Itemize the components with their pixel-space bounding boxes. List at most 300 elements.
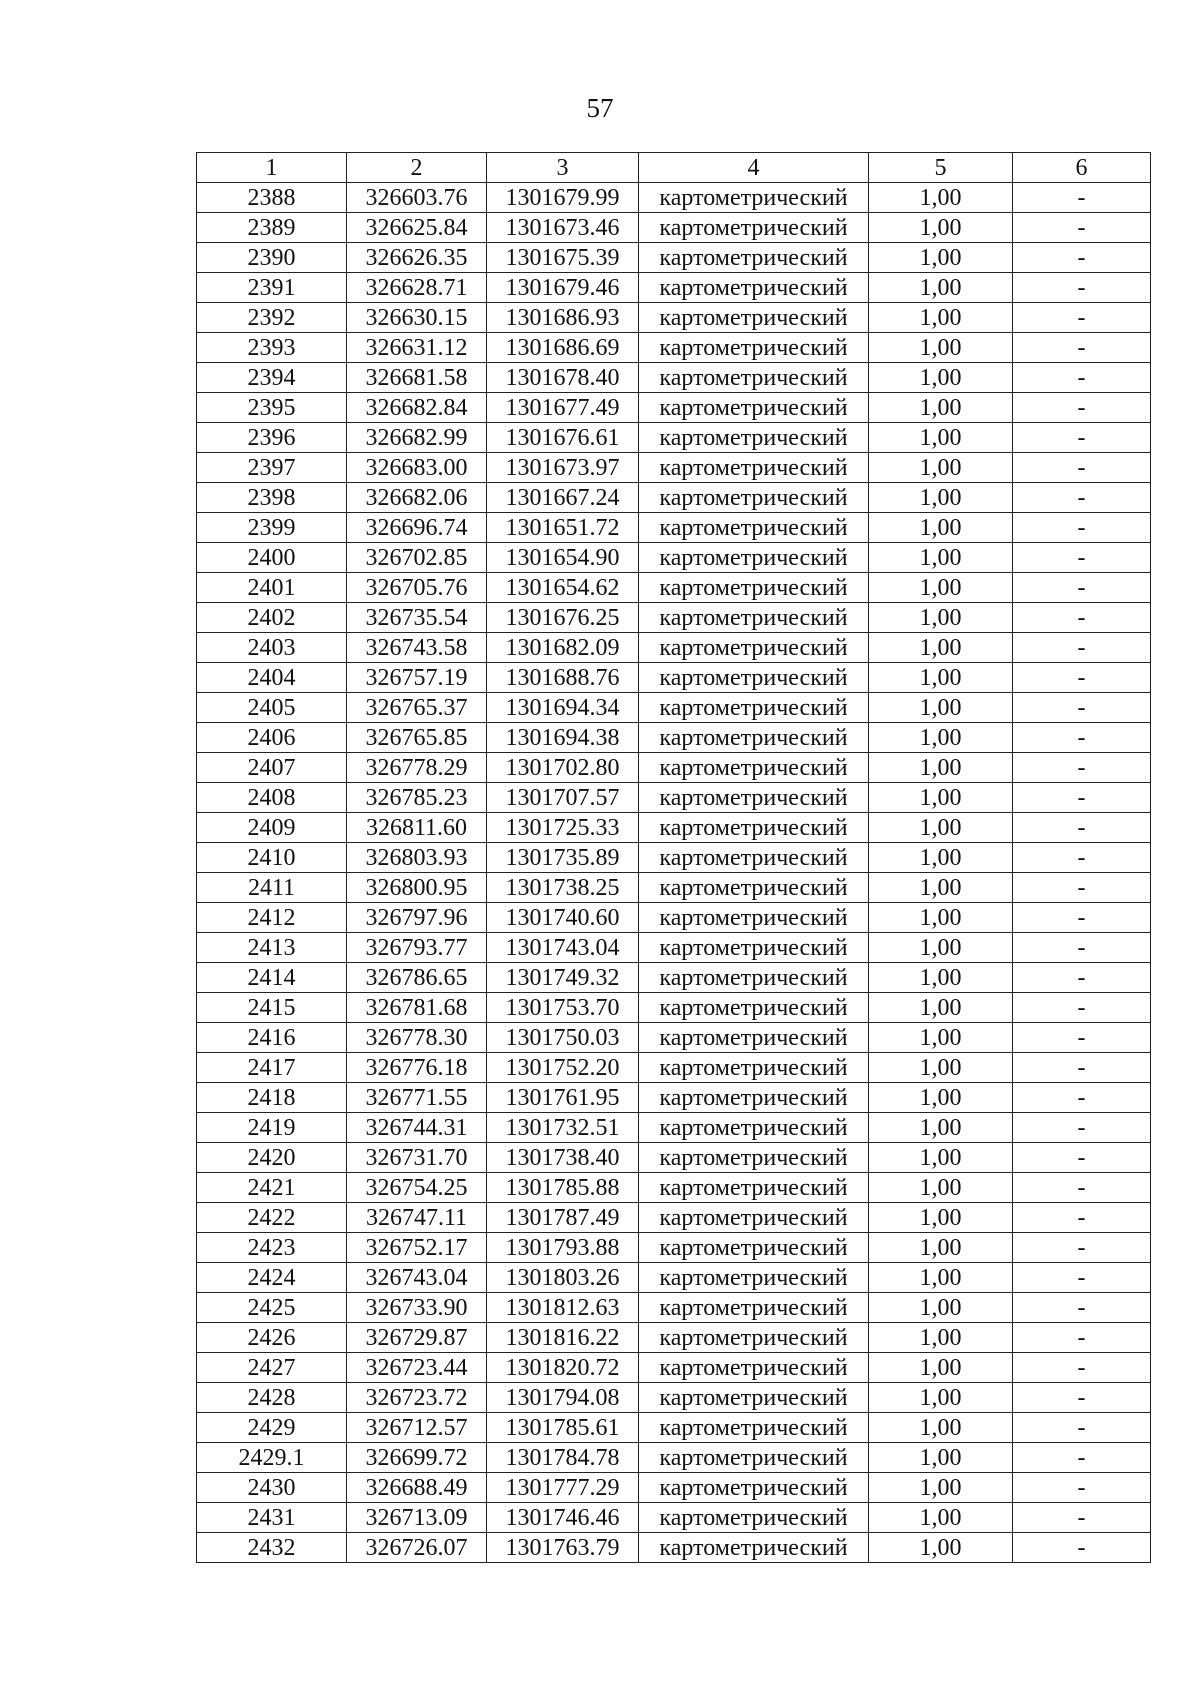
y-coordinate-cell: 1301785.61 (487, 1413, 639, 1443)
point-number-cell: 2415 (197, 993, 347, 1023)
note-cell: - (1013, 483, 1151, 513)
method-cell: картометрический (639, 603, 869, 633)
y-coordinate-cell: 1301784.78 (487, 1443, 639, 1473)
method-cell: картометрический (639, 573, 869, 603)
y-coordinate-cell: 1301738.40 (487, 1143, 639, 1173)
note-cell: - (1013, 813, 1151, 843)
column-header: 2 (347, 153, 487, 183)
y-coordinate-cell: 1301679.99 (487, 183, 639, 213)
y-coordinate-cell: 1301707.57 (487, 783, 639, 813)
note-cell: - (1013, 1353, 1151, 1383)
accuracy-cell: 1,00 (869, 423, 1013, 453)
note-cell: - (1013, 213, 1151, 243)
x-coordinate-cell: 326731.70 (347, 1143, 487, 1173)
point-number-cell: 2389 (197, 213, 347, 243)
x-coordinate-cell: 326793.77 (347, 933, 487, 963)
method-cell: картометрический (639, 1293, 869, 1323)
note-cell: - (1013, 303, 1151, 333)
table-row (197, 393, 1151, 423)
method-cell: картометрический (639, 1143, 869, 1173)
x-coordinate-cell: 326630.15 (347, 303, 487, 333)
note-cell: - (1013, 453, 1151, 483)
point-number-cell: 2413 (197, 933, 347, 963)
point-number-cell: 2423 (197, 1233, 347, 1263)
y-coordinate-cell: 1301785.88 (487, 1173, 639, 1203)
note-cell: - (1013, 933, 1151, 963)
x-coordinate-cell: 326754.25 (347, 1173, 487, 1203)
method-cell: картометрический (639, 543, 869, 573)
point-number-cell: 2410 (197, 843, 347, 873)
table-row (197, 453, 1151, 483)
x-coordinate-cell: 326699.72 (347, 1443, 487, 1473)
point-number-cell: 2416 (197, 1023, 347, 1053)
point-number-cell: 2421 (197, 1173, 347, 1203)
accuracy-cell: 1,00 (869, 1083, 1013, 1113)
accuracy-cell: 1,00 (869, 453, 1013, 483)
table-header (197, 153, 1151, 183)
y-coordinate-cell: 1301676.61 (487, 423, 639, 453)
note-cell: - (1013, 1473, 1151, 1503)
x-coordinate-cell: 326683.00 (347, 453, 487, 483)
y-coordinate-cell: 1301667.24 (487, 483, 639, 513)
method-cell: картометрический (639, 753, 869, 783)
accuracy-cell: 1,00 (869, 483, 1013, 513)
header-row (197, 153, 1151, 183)
note-cell: - (1013, 363, 1151, 393)
accuracy-cell: 1,00 (869, 1443, 1013, 1473)
table-row (197, 1023, 1151, 1053)
accuracy-cell: 1,00 (869, 663, 1013, 693)
note-cell: - (1013, 603, 1151, 633)
table-row (197, 1503, 1151, 1533)
accuracy-cell: 1,00 (869, 213, 1013, 243)
method-cell: картометрический (639, 843, 869, 873)
y-coordinate-cell: 1301803.26 (487, 1263, 639, 1293)
table-row (197, 1383, 1151, 1413)
note-cell: - (1013, 1263, 1151, 1293)
point-number-cell: 2396 (197, 423, 347, 453)
note-cell: - (1013, 1383, 1151, 1413)
table-row (197, 633, 1151, 663)
accuracy-cell: 1,00 (869, 333, 1013, 363)
point-number-cell: 2425 (197, 1293, 347, 1323)
table-row (197, 1473, 1151, 1503)
note-cell: - (1013, 753, 1151, 783)
method-cell: картометрический (639, 333, 869, 363)
accuracy-cell: 1,00 (869, 1233, 1013, 1263)
point-number-cell: 2419 (197, 1113, 347, 1143)
method-cell: картометрический (639, 663, 869, 693)
method-cell: картометрический (639, 1503, 869, 1533)
x-coordinate-cell: 326682.99 (347, 423, 487, 453)
method-cell: картометрический (639, 273, 869, 303)
method-cell: картометрический (639, 1533, 869, 1563)
point-number-cell: 2429.1 (197, 1443, 347, 1473)
accuracy-cell: 1,00 (869, 363, 1013, 393)
point-number-cell: 2424 (197, 1263, 347, 1293)
method-cell: картометрический (639, 1113, 869, 1143)
y-coordinate-cell: 1301651.72 (487, 513, 639, 543)
accuracy-cell: 1,00 (869, 633, 1013, 663)
note-cell: - (1013, 1023, 1151, 1053)
y-coordinate-cell: 1301688.76 (487, 663, 639, 693)
table-row (197, 1353, 1151, 1383)
accuracy-cell: 1,00 (869, 1293, 1013, 1323)
x-coordinate-cell: 326752.17 (347, 1233, 487, 1263)
method-cell: картометрический (639, 1353, 869, 1383)
method-cell: картометрический (639, 783, 869, 813)
accuracy-cell: 1,00 (869, 513, 1013, 543)
point-number-cell: 2401 (197, 573, 347, 603)
x-coordinate-cell: 326729.87 (347, 1323, 487, 1353)
y-coordinate-cell: 1301816.22 (487, 1323, 639, 1353)
accuracy-cell: 1,00 (869, 1323, 1013, 1353)
coordinates-table (196, 152, 1151, 1563)
note-cell: - (1013, 543, 1151, 573)
table-row (197, 693, 1151, 723)
table-row (197, 243, 1151, 273)
point-number-cell: 2428 (197, 1383, 347, 1413)
accuracy-cell: 1,00 (869, 1113, 1013, 1143)
accuracy-cell: 1,00 (869, 243, 1013, 273)
point-number-cell: 2399 (197, 513, 347, 543)
note-cell: - (1013, 663, 1151, 693)
accuracy-cell: 1,00 (869, 1023, 1013, 1053)
method-cell: картометрический (639, 873, 869, 903)
accuracy-cell: 1,00 (869, 1473, 1013, 1503)
method-cell: картометрический (639, 1323, 869, 1353)
note-cell: - (1013, 513, 1151, 543)
table-row (197, 183, 1151, 213)
method-cell: картометрический (639, 1473, 869, 1503)
note-cell: - (1013, 783, 1151, 813)
table-row (197, 363, 1151, 393)
note-cell: - (1013, 963, 1151, 993)
point-number-cell: 2407 (197, 753, 347, 783)
y-coordinate-cell: 1301702.80 (487, 753, 639, 783)
note-cell: - (1013, 873, 1151, 903)
table-row (197, 663, 1151, 693)
x-coordinate-cell: 326744.31 (347, 1113, 487, 1143)
x-coordinate-cell: 326743.58 (347, 633, 487, 663)
point-number-cell: 2394 (197, 363, 347, 393)
x-coordinate-cell: 326735.54 (347, 603, 487, 633)
y-coordinate-cell: 1301787.49 (487, 1203, 639, 1233)
note-cell: - (1013, 1233, 1151, 1263)
point-number-cell: 2398 (197, 483, 347, 513)
method-cell: картометрический (639, 1383, 869, 1413)
accuracy-cell: 1,00 (869, 603, 1013, 633)
point-number-cell: 2391 (197, 273, 347, 303)
note-cell: - (1013, 393, 1151, 423)
x-coordinate-cell: 326688.49 (347, 1473, 487, 1503)
y-coordinate-cell: 1301746.46 (487, 1503, 639, 1533)
table-row (197, 963, 1151, 993)
point-number-cell: 2390 (197, 243, 347, 273)
note-cell: - (1013, 1413, 1151, 1443)
note-cell: - (1013, 1443, 1151, 1473)
accuracy-cell: 1,00 (869, 1353, 1013, 1383)
y-coordinate-cell: 1301820.72 (487, 1353, 639, 1383)
method-cell: картометрический (639, 813, 869, 843)
table-row (197, 1323, 1151, 1353)
x-coordinate-cell: 326702.85 (347, 543, 487, 573)
x-coordinate-cell: 326733.90 (347, 1293, 487, 1323)
table-row (197, 1053, 1151, 1083)
table-row (197, 273, 1151, 303)
point-number-cell: 2397 (197, 453, 347, 483)
method-cell: картометрический (639, 1413, 869, 1443)
accuracy-cell: 1,00 (869, 393, 1013, 423)
x-coordinate-cell: 326747.11 (347, 1203, 487, 1233)
point-number-cell: 2414 (197, 963, 347, 993)
note-cell: - (1013, 843, 1151, 873)
table-row (197, 843, 1151, 873)
table-row (197, 903, 1151, 933)
method-cell: картометрический (639, 423, 869, 453)
method-cell: картометрический (639, 363, 869, 393)
point-number-cell: 2426 (197, 1323, 347, 1353)
method-cell: картометрический (639, 513, 869, 543)
accuracy-cell: 1,00 (869, 1263, 1013, 1293)
table-row (197, 333, 1151, 363)
column-header: 6 (1013, 153, 1151, 183)
point-number-cell: 2395 (197, 393, 347, 423)
table-row (197, 1263, 1151, 1293)
y-coordinate-cell: 1301793.88 (487, 1233, 639, 1263)
table-row (197, 1143, 1151, 1173)
method-cell: картометрический (639, 243, 869, 273)
table-row (197, 603, 1151, 633)
x-coordinate-cell: 326765.37 (347, 693, 487, 723)
point-number-cell: 2429 (197, 1413, 347, 1443)
method-cell: картометрический (639, 1053, 869, 1083)
note-cell: - (1013, 633, 1151, 663)
table-row (197, 753, 1151, 783)
x-coordinate-cell: 326603.76 (347, 183, 487, 213)
note-cell: - (1013, 1113, 1151, 1143)
y-coordinate-cell: 1301679.46 (487, 273, 639, 303)
x-coordinate-cell: 326705.76 (347, 573, 487, 603)
note-cell: - (1013, 693, 1151, 723)
note-cell: - (1013, 1053, 1151, 1083)
note-cell: - (1013, 1203, 1151, 1233)
accuracy-cell: 1,00 (869, 873, 1013, 903)
y-coordinate-cell: 1301794.08 (487, 1383, 639, 1413)
x-coordinate-cell: 326786.65 (347, 963, 487, 993)
accuracy-cell: 1,00 (869, 933, 1013, 963)
x-coordinate-cell: 326776.18 (347, 1053, 487, 1083)
method-cell: картометрический (639, 213, 869, 243)
table-row (197, 543, 1151, 573)
note-cell: - (1013, 573, 1151, 603)
method-cell: картометрический (639, 633, 869, 663)
column-header: 3 (487, 153, 639, 183)
accuracy-cell: 1,00 (869, 1503, 1013, 1533)
x-coordinate-cell: 326625.84 (347, 213, 487, 243)
accuracy-cell: 1,00 (869, 963, 1013, 993)
accuracy-cell: 1,00 (869, 573, 1013, 603)
method-cell: картометрический (639, 1083, 869, 1113)
y-coordinate-cell: 1301753.70 (487, 993, 639, 1023)
y-coordinate-cell: 1301654.90 (487, 543, 639, 573)
point-number-cell: 2427 (197, 1353, 347, 1383)
point-number-cell: 2408 (197, 783, 347, 813)
point-number-cell: 2405 (197, 693, 347, 723)
accuracy-cell: 1,00 (869, 723, 1013, 753)
x-coordinate-cell: 326778.29 (347, 753, 487, 783)
x-coordinate-cell: 326803.93 (347, 843, 487, 873)
table-row (197, 1083, 1151, 1113)
point-number-cell: 2406 (197, 723, 347, 753)
x-coordinate-cell: 326682.06 (347, 483, 487, 513)
table-row (197, 1113, 1151, 1143)
accuracy-cell: 1,00 (869, 543, 1013, 573)
x-coordinate-cell: 326626.35 (347, 243, 487, 273)
note-cell: - (1013, 993, 1151, 1023)
note-cell: - (1013, 903, 1151, 933)
y-coordinate-cell: 1301654.62 (487, 573, 639, 603)
y-coordinate-cell: 1301678.40 (487, 363, 639, 393)
method-cell: картометрический (639, 1173, 869, 1203)
y-coordinate-cell: 1301738.25 (487, 873, 639, 903)
point-number-cell: 2409 (197, 813, 347, 843)
y-coordinate-cell: 1301673.97 (487, 453, 639, 483)
accuracy-cell: 1,00 (869, 1413, 1013, 1443)
point-number-cell: 2402 (197, 603, 347, 633)
column-header: 4 (639, 153, 869, 183)
point-number-cell: 2422 (197, 1203, 347, 1233)
point-number-cell: 2420 (197, 1143, 347, 1173)
method-cell: картометрический (639, 303, 869, 333)
note-cell: - (1013, 1293, 1151, 1323)
x-coordinate-cell: 326712.57 (347, 1413, 487, 1443)
table-row (197, 1203, 1151, 1233)
x-coordinate-cell: 326757.19 (347, 663, 487, 693)
accuracy-cell: 1,00 (869, 1053, 1013, 1083)
x-coordinate-cell: 326696.74 (347, 513, 487, 543)
note-cell: - (1013, 423, 1151, 453)
note-cell: - (1013, 1323, 1151, 1353)
point-number-cell: 2403 (197, 633, 347, 663)
point-number-cell: 2393 (197, 333, 347, 363)
method-cell: картометрический (639, 1263, 869, 1293)
point-number-cell: 2411 (197, 873, 347, 903)
method-cell: картометрический (639, 1233, 869, 1263)
x-coordinate-cell: 326765.85 (347, 723, 487, 753)
accuracy-cell: 1,00 (869, 1203, 1013, 1233)
method-cell: картометрический (639, 393, 869, 423)
accuracy-cell: 1,00 (869, 1143, 1013, 1173)
table-row (197, 513, 1151, 543)
x-coordinate-cell: 326726.07 (347, 1533, 487, 1563)
method-cell: картометрический (639, 1203, 869, 1233)
method-cell: картометрический (639, 483, 869, 513)
y-coordinate-cell: 1301763.79 (487, 1533, 639, 1563)
note-cell: - (1013, 723, 1151, 753)
note-cell: - (1013, 183, 1151, 213)
note-cell: - (1013, 1503, 1151, 1533)
y-coordinate-cell: 1301740.60 (487, 903, 639, 933)
y-coordinate-cell: 1301761.95 (487, 1083, 639, 1113)
accuracy-cell: 1,00 (869, 1533, 1013, 1563)
x-coordinate-cell: 326723.44 (347, 1353, 487, 1383)
table-body (197, 183, 1151, 1563)
method-cell: картометрический (639, 933, 869, 963)
y-coordinate-cell: 1301677.49 (487, 393, 639, 423)
y-coordinate-cell: 1301732.51 (487, 1113, 639, 1143)
y-coordinate-cell: 1301750.03 (487, 1023, 639, 1053)
method-cell: картометрический (639, 453, 869, 483)
table-row (197, 303, 1151, 333)
table-row (197, 993, 1151, 1023)
table-row (197, 1533, 1151, 1563)
table-row (197, 213, 1151, 243)
x-coordinate-cell: 326781.68 (347, 993, 487, 1023)
table-row (197, 483, 1151, 513)
point-number-cell: 2431 (197, 1503, 347, 1533)
column-header: 1 (197, 153, 347, 183)
page-number: 57 (586, 93, 614, 123)
y-coordinate-cell: 1301673.46 (487, 213, 639, 243)
table-row (197, 423, 1151, 453)
column-header: 5 (869, 153, 1013, 183)
y-coordinate-cell: 1301735.89 (487, 843, 639, 873)
table-row (197, 1443, 1151, 1473)
y-coordinate-cell: 1301752.20 (487, 1053, 639, 1083)
table-row (197, 1413, 1151, 1443)
method-cell: картометрический (639, 183, 869, 213)
y-coordinate-cell: 1301743.04 (487, 933, 639, 963)
point-number-cell: 2392 (197, 303, 347, 333)
note-cell: - (1013, 1143, 1151, 1173)
x-coordinate-cell: 326811.60 (347, 813, 487, 843)
note-cell: - (1013, 273, 1151, 303)
note-cell: - (1013, 1173, 1151, 1203)
accuracy-cell: 1,00 (869, 783, 1013, 813)
note-cell: - (1013, 1083, 1151, 1113)
table-row (197, 873, 1151, 903)
note-cell: - (1013, 243, 1151, 273)
y-coordinate-cell: 1301725.33 (487, 813, 639, 843)
accuracy-cell: 1,00 (869, 843, 1013, 873)
y-coordinate-cell: 1301676.25 (487, 603, 639, 633)
y-coordinate-cell: 1301777.29 (487, 1473, 639, 1503)
x-coordinate-cell: 326631.12 (347, 333, 487, 363)
accuracy-cell: 1,00 (869, 903, 1013, 933)
method-cell: картометрический (639, 723, 869, 753)
y-coordinate-cell: 1301682.09 (487, 633, 639, 663)
y-coordinate-cell: 1301749.32 (487, 963, 639, 993)
point-number-cell: 2417 (197, 1053, 347, 1083)
method-cell: картометрический (639, 903, 869, 933)
y-coordinate-cell: 1301675.39 (487, 243, 639, 273)
y-coordinate-cell: 1301694.38 (487, 723, 639, 753)
accuracy-cell: 1,00 (869, 1383, 1013, 1413)
method-cell: картометрический (639, 963, 869, 993)
accuracy-cell: 1,00 (869, 753, 1013, 783)
accuracy-cell: 1,00 (869, 813, 1013, 843)
accuracy-cell: 1,00 (869, 993, 1013, 1023)
table-row (197, 933, 1151, 963)
accuracy-cell: 1,00 (869, 183, 1013, 213)
x-coordinate-cell: 326682.84 (347, 393, 487, 423)
y-coordinate-cell: 1301812.63 (487, 1293, 639, 1323)
x-coordinate-cell: 326771.55 (347, 1083, 487, 1113)
method-cell: картометрический (639, 693, 869, 723)
x-coordinate-cell: 326743.04 (347, 1263, 487, 1293)
point-number-cell: 2400 (197, 543, 347, 573)
